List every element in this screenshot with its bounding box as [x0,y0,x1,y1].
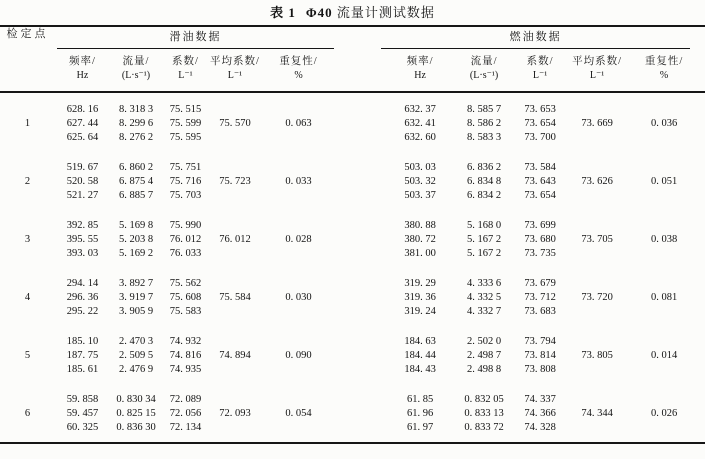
lube-coefficient-value: 75. 515 [169,104,202,115]
lube-average-value: 75. 570 [219,118,251,129]
lube-frequency-value: 185. 10 [66,336,99,347]
row-spacer [0,203,705,219]
header-line1: 频率/ [406,56,434,67]
lube-coefficient-value: 75. 562 [169,278,202,289]
fuel-average-value: 73. 705 [581,234,613,245]
header-line1: 流量/ [470,56,498,67]
header-line2: (L·s⁻¹) [469,70,499,81]
fuel-repeatability-value: 0. 081 [650,292,678,303]
data-row [0,277,705,291]
row-spacer-cell [0,203,705,219]
header-line1: 频率/ [69,56,96,67]
fuel-coefficient-value: 73. 699 [524,220,556,231]
fuel-frequency-value: 632. 60 [404,132,436,143]
fuel-flow-value: 4. 332 5 [467,292,502,303]
fuel-frequency-value: 319. 36 [404,292,436,303]
fuel-flow-value: 6. 834 2 [467,190,502,201]
lube-flow-value: 0. 825 15 [116,408,156,419]
fuel-frequency-value: 632. 37 [404,104,436,115]
fuel-average-value: 74. 344 [581,408,613,419]
column-gap [336,335,381,377]
fuel-flow-value: 5. 167 2 [467,234,502,245]
point-id: 1 [24,118,31,129]
group-gap [336,26,381,92]
fuel-flow-value: 8. 586 2 [467,118,502,129]
lube-frequency-header [55,49,110,92]
column-gap [336,161,381,203]
lube-frequency-value: 628. 16 [66,104,99,115]
fuel-frequency-value: 61. 97 [406,422,434,433]
row-spacer [0,92,705,103]
fuel-flow-value: 4. 332 7 [467,306,502,317]
data-row [0,393,705,407]
data-row [0,219,705,233]
lube-average-value: 72. 093 [219,408,251,419]
lube-flow-value: 2. 470 3 [118,336,154,347]
fuel-coefficient-value: 73. 653 [524,104,556,115]
fuel-frequency-value: 503. 32 [404,176,436,187]
fuel-flow-value: 0. 833 72 [464,422,504,433]
fuel-flow-value: 2. 498 7 [467,350,502,361]
row-spacer-cell [0,319,705,335]
header-line1: 系数/ [172,56,199,67]
row-spacer [0,261,705,277]
fuel-flow-value: 8. 585 7 [467,104,502,115]
lube-flow-value: 0. 830 34 [116,394,156,405]
row-spacer [0,435,705,443]
header-line1: 平均系数/ [210,56,260,67]
fuel-coefficient-header [509,49,571,92]
row-spacer-cell [0,92,705,103]
fuel-frequency-value: 380. 72 [404,234,436,245]
lube-repeatability-value: 0. 028 [285,234,312,245]
lube-coefficient-value: 75. 599 [169,118,202,129]
lube-flow-value: 8. 299 6 [118,118,154,129]
column-gap [336,277,381,319]
diameter-symbol: Φ40 [305,5,333,20]
fuel-flow-value: 2. 498 8 [467,364,502,375]
lube-coefficient-value: 75. 716 [169,176,202,187]
lube-coefficient-value: 75. 751 [169,162,202,173]
header-line2: (L·s⁻¹) [121,70,151,81]
point-column-header: 检定点 [0,26,55,92]
lube-group-label: 滑油数据 [57,27,334,49]
lube-flow-value: 3. 905 9 [118,306,154,317]
lube-frequency-value: 393. 03 [66,248,99,259]
data-row [0,161,705,175]
fuel-coefficient-value: 73. 679 [524,278,556,289]
lube-coefficient-value: 75. 703 [169,190,202,201]
lube-average-value: 76. 012 [219,234,251,245]
fuel-coefficient-value: 73. 680 [524,234,556,245]
row-spacer [0,377,705,393]
lube-frequency-value: 521. 27 [66,190,99,201]
fuel-frequency-value: 184. 44 [404,350,436,361]
fuel-frequency-value: 503. 37 [404,190,436,201]
lube-frequency-value: 187. 75 [66,350,99,361]
table-title [0,0,705,25]
header-line2: L⁻¹ [532,70,548,81]
fuel-repeatability-value: 0. 051 [650,176,678,187]
lube-repeatability-header [261,49,336,92]
header-line2: L⁻¹ [227,70,243,81]
fuel-average-value: 73. 626 [581,176,613,187]
lube-frequency-value: 625. 64 [66,132,99,143]
fuel-coefficient-value: 73. 794 [524,336,556,347]
lube-flow-value: 6. 860 2 [118,162,154,173]
lube-flow-header [110,49,162,92]
lube-coefficient-value: 75. 595 [169,132,202,143]
header-line1: 系数/ [526,56,554,67]
fuel-flow-value: 6. 836 2 [467,162,502,173]
fuel-coefficient-value: 73. 700 [524,132,556,143]
lube-flow-value: 0. 836 30 [116,422,156,433]
lube-average-value: 75. 584 [219,292,251,303]
lube-average-value: 74. 894 [219,350,251,361]
fuel-average-header [571,49,623,92]
column-gap [336,219,381,261]
lube-flow-value: 3. 919 7 [118,292,154,303]
lube-flow-value: 5. 203 8 [118,234,154,245]
fuel-frequency-value: 184. 63 [404,336,436,347]
lube-coefficient-value: 75. 990 [169,220,202,231]
fuel-average-value: 73. 669 [581,118,613,129]
fuel-flow-value: 6. 834 8 [467,176,502,187]
lube-frequency-value: 392. 85 [66,220,99,231]
lube-coefficient-value: 75. 608 [169,292,202,303]
point-id: 4 [24,292,31,303]
fuel-frequency-value: 61. 96 [406,408,434,419]
lube-average-value: 75. 723 [219,176,251,187]
data-row [0,335,705,349]
group-header-row [0,26,705,49]
lube-coefficient-value: 74. 932 [169,336,202,347]
fuel-coefficient-value: 73. 643 [524,176,556,187]
point-id: 5 [24,350,31,361]
fuel-coefficient-value: 74. 337 [524,394,556,405]
data-row [0,103,705,117]
header-line2: % [294,70,303,81]
header-line2: L⁻¹ [589,70,605,81]
row-spacer-cell [0,145,705,161]
point-id: 2 [24,176,31,187]
row-spacer-cell [0,377,705,393]
lube-repeatability-value: 0. 090 [285,350,312,361]
lube-coefficient-value: 72. 056 [169,408,202,419]
fuel-flow-header [459,49,509,92]
title-text: 流量计测试数据 [336,5,435,20]
fuel-flow-value: 0. 832 05 [464,394,504,405]
fuel-frequency-value: 381. 00 [404,248,436,259]
fuel-repeatability-value: 0. 038 [650,234,678,245]
lube-flow-value: 3. 892 7 [118,278,154,289]
lube-flow-value: 8. 318 3 [118,104,154,115]
lube-flow-value: 5. 169 8 [118,220,154,231]
lube-coefficient-header [162,49,209,92]
fuel-average-value: 73. 720 [581,292,613,303]
lube-frequency-value: 294. 14 [66,278,99,289]
fuel-flow-value: 8. 583 3 [467,132,502,143]
fuel-coefficient-value: 74. 366 [524,408,556,419]
lube-frequency-value: 519. 67 [66,162,99,173]
fuel-repeatability-value: 0. 036 [650,118,678,129]
row-spacer-cell [0,435,705,443]
header-line1: 平均系数/ [572,56,623,67]
lube-coefficient-value: 75. 583 [169,306,202,317]
fuel-flow-value: 4. 333 6 [467,278,502,289]
fuel-coefficient-value: 73. 584 [524,162,556,173]
lube-frequency-value: 295. 22 [66,306,99,317]
row-spacer [0,319,705,335]
fuel-group-label: 燃油数据 [381,27,690,49]
header-line1: 重复性/ [644,56,684,67]
fuel-coefficient-value: 73. 654 [524,190,556,201]
column-gap [336,393,381,435]
lube-coefficient-value: 72. 134 [169,422,202,433]
fuel-frequency-value: 184. 43 [404,364,436,375]
fuel-group-header [381,26,705,49]
fuel-coefficient-value: 73. 712 [524,292,556,303]
point-id: 3 [24,234,31,245]
row-spacer-cell [0,261,705,277]
lube-frequency-value: 627. 44 [66,118,99,129]
fuel-frequency-header [381,49,459,92]
lube-coefficient-value: 74. 816 [169,350,202,361]
fuel-coefficient-value: 73. 683 [524,306,556,317]
row-spacer [0,145,705,161]
lube-repeatability-value: 0. 033 [285,176,312,187]
table-body [0,92,705,443]
fuel-repeatability-header [623,49,705,92]
fuel-coefficient-value: 73. 814 [524,350,556,361]
fuel-frequency-value: 380. 88 [404,220,436,231]
flowmeter-data-table [0,25,705,444]
lube-flow-value: 6. 875 4 [118,176,154,187]
header-line2: % [659,70,669,81]
lube-flow-value: 8. 276 2 [118,132,154,143]
lube-coefficient-value: 76. 033 [169,248,202,259]
fuel-flow-value: 5. 167 2 [467,248,502,259]
fuel-average-value: 73. 805 [581,350,613,361]
fuel-repeatability-value: 0. 026 [650,408,678,419]
lube-flow-value: 2. 476 9 [118,364,154,375]
header-line2: L⁻¹ [178,70,193,81]
lube-flow-value: 5. 169 2 [118,248,154,259]
fuel-frequency-value: 319. 29 [404,278,436,289]
fuel-coefficient-value: 73. 654 [524,118,556,129]
fuel-frequency-value: 632. 41 [404,118,436,129]
header-line2: Hz [76,70,89,81]
fuel-frequency-value: 319. 24 [404,306,436,317]
lube-flow-value: 2. 509 5 [118,350,154,361]
column-gap [336,103,381,145]
fuel-frequency-value: 61. 85 [406,394,434,405]
fuel-flow-value: 5. 168 0 [467,220,502,231]
table-number: 表 1 [270,5,296,20]
header-line1: 重复性/ [279,56,318,67]
point-id: 6 [24,408,31,419]
lube-frequency-value: 395. 55 [66,234,99,245]
fuel-coefficient-value: 74. 328 [524,422,556,433]
fuel-coefficient-value: 73. 735 [524,248,556,259]
header-line2: Hz [414,70,426,81]
lube-coefficient-value: 74. 935 [169,364,202,375]
header-line1: 流量/ [122,56,150,67]
lube-repeatability-value: 0. 063 [285,118,312,129]
lube-flow-value: 6. 885 7 [118,190,154,201]
lube-group-header [55,26,336,49]
lube-frequency-value: 296. 36 [66,292,99,303]
lube-repeatability-value: 0. 030 [285,292,312,303]
lube-average-header [209,49,261,92]
lube-frequency-value: 59. 457 [66,408,99,419]
lube-coefficient-value: 76. 012 [169,234,202,245]
lube-coefficient-value: 72. 089 [169,394,202,405]
fuel-coefficient-value: 73. 808 [524,364,556,375]
fuel-flow-value: 2. 502 0 [467,336,502,347]
fuel-frequency-value: 503. 03 [404,162,436,173]
lube-repeatability-value: 0. 054 [285,408,312,419]
lube-frequency-value: 60. 325 [66,422,99,433]
fuel-flow-value: 0. 833 13 [464,408,504,419]
fuel-repeatability-value: 0. 014 [650,350,678,361]
lube-frequency-value: 520. 58 [66,176,99,187]
lube-frequency-value: 185. 61 [66,364,99,375]
lube-frequency-value: 59. 858 [66,394,99,405]
